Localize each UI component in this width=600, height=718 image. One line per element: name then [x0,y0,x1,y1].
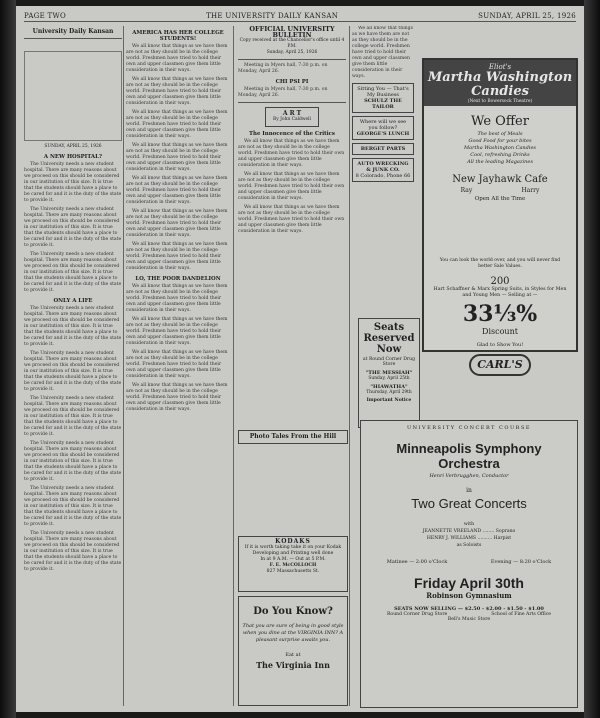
col2-body-2: We all know that things as we have them are not as they should be in the college world. Freshmen have tried to hold their own and upper classmen give them little consideration in their ways. [126,77,228,106]
junk-addr: 8 Colorado, Phone 66 [355,173,411,179]
parts-ad [352,143,414,155]
seats-ad [358,318,420,428]
editorial-body-7: The University needs a new student hospital. There are many reasons about we proceed on this should be considered in our institution of this size. It is true that the students should have a place to be cared for and it is the duty of the state to provide it. [24,441,122,482]
bulletin-chipsi: CHI PSI PI [275,79,309,85]
concert-date: Friday April 30th [414,575,524,591]
editorial-body-3: The University needs a new student hospital. There are many reasons about we proceed on this should be considered in our institution of this size. It is true that the students should have a place to be cared for and it is the duty of the state to provide it. [24,252,122,293]
concert-header: UNIVERSITY CONCERT COURSE [406,425,532,431]
kodaks-addr: 827 Massachusetts St. [266,569,320,574]
mw-eliot: Eliot's [488,63,512,71]
virginia-name: The Virginia Inn [256,660,330,670]
parts-name: BERGET PARTS [360,146,406,152]
show-hiawatha: "HIAWATHA" [370,384,408,390]
seats-notice: Important Notice [366,398,412,403]
concert-two: Two Great Concerts [411,496,527,511]
mw-item: Good Food for your bites [468,138,532,144]
col2-body-4: We all know that things as we have them are not as they should be in the college world. Freshmen have tried to hold their own and upper classmen give them little consideration in their ways. [126,143,228,172]
staff-box [24,42,122,48]
mw-offer: We Offer [471,114,529,129]
carls-logo: CARL'S [469,354,531,376]
virginia-text: That you are sure of being in good style when you dine at the VIRGINIA INN? A pleasant surprise awaits you. [242,623,344,643]
paper-name: THE UNIVERSITY DAILY KANSAN [206,11,339,20]
kodaks-line2: Developing and Printing well done [252,551,334,556]
headline-america: AMERICA HAS HER COLLEGE STUDENTS! [132,30,224,42]
concert-solo1: JEANNETTE VREELAND ........ Soprano [422,529,516,534]
tailor-name: SCHULZ THE TAILOR [364,98,402,110]
cafe-owners [436,187,564,194]
col2-body-3: We all know that things as we have them are not as they should be in the college world. Freshmen have tried to hold their own and upper classmen give them little consideration in their ways. [126,110,228,139]
mw-sub: (Next to Bowersock Theatre) [467,99,533,104]
junk-name: AUTO WRECKING & JUNK CO. [357,161,409,173]
concert-place: Robinson Gymnasium [426,591,512,600]
concert-orch2: Orchestra [438,456,500,471]
virginia-inn-ad [238,596,348,706]
show-messiah-date: Sunday, April 25th [368,376,410,381]
bulletin-column [238,26,346,346]
editorial-body-8: The University needs a new student hospital. There are many reasons about we proceed on this should be considered in our institution of this size. It is true that the students should have a place to be cared for and it is the duty of the state to provide it. [24,486,122,527]
mw-item: Cool, refreshing Drinks [470,152,530,158]
concert-orch1: Minneapolis Symphony [396,441,542,456]
mw-items [424,131,576,166]
editorial-body-2: The University needs a new student hospital. There are many reasons about we proceed on this should be considered in our institution of this size. It is true that the students should have a place to be cared for and it is the duty of the state to provide it. [24,207,122,248]
col2-body-5: We all know that things as we have them are not as they should be in the college world. Freshmen have tried to hold their own and upper classmen give them little consideration in their ways. [126,176,228,205]
editorial-body-4: The University needs a new student hospital. There are many reasons about we proceed on this should be considered in our institution of this size. It is true that the students should have a place to be cared for and it is the duty of the state to provide it. [24,306,122,347]
mw-brand: Martha Washington Candies [427,70,573,99]
owner-harry: Harry [521,187,540,194]
scan-edge-right [584,0,600,718]
art-body-2: We all know that things as we have them are not as they should be in the college world. Freshmen have tried to hold their own and upper classmen give them little consideration in their ways. [238,172,345,201]
lunch-ad [352,116,414,140]
concert-matinee: Matinee — 2:00 o'Clock [386,559,448,565]
page-number: PAGE TWO [24,11,67,20]
carls-text1: You can look the world over, and you will never find better Sale Values. [439,258,561,269]
art-byline: By John Caldwell [273,117,311,122]
editorial-body: The University needs a new student hospital. There are many reasons about we proceed on this should be considered in our institution of this size. It is true that the students should have a place to be cared for and it is the duty of the state to provide it. [24,162,122,203]
concert-conductor: Henri Verbrugghen, Conductor [429,473,509,479]
art-heading-box [265,107,319,127]
headline-new-hospital: A NEW HOSPITAL? [43,154,103,160]
headline-dandelion: LO, THE POOR DANDELION [135,276,221,282]
newspaper-page [16,6,584,712]
mw-item: All the leading Magazines [467,159,533,165]
editorial-body-5: The University needs a new student hospital. There are many reasons about we proceed on this should be considered in our institution of this size. It is true that the students should have a place to be cared for and it is the duty of the state to provide it. [24,351,122,392]
concert-times [365,559,573,565]
mw-item: Martha Washington Candies [464,145,536,151]
carls-ad [422,258,578,418]
scan-edge-left [0,0,16,718]
carls-discount-label: Discount [482,327,518,336]
cafe-open: Open All the Time [474,196,526,202]
headline-only-a-life: ONLY A LIFE [53,298,93,304]
col2-body-10: We all know that things as we have them are not as they should be in the college world. Freshmen have tried to hold their own and upper classmen give them little consideration in their ways. [126,350,228,379]
lunch-tagline: Where will we see you follow? [359,119,407,131]
col2-body: We all know that things as we have them are not as they should be in the college world. Freshmen have tried to hold their own and upper classmen give them little consideration in their ways. [126,44,228,73]
mw-item: The best of Meals [477,131,523,137]
paper-title: University Daily Kansan [32,28,114,35]
editorial-column [24,26,122,706]
carls-glad: Glad to Show You! [476,342,524,348]
owner-ray: Ray [460,187,473,194]
kodaks-ad [238,536,348,592]
art-body-3: We all know that things as we have them are not as they should be in the college world. Freshmen have tried to hold their own and upper classmen give them little consideration in their ways. [238,205,345,234]
issue-date: SUNDAY, APRIL 25, 1926 [478,11,576,20]
carls-text2: Hart Schaffner & Marx Spring Suits, in Styles for Men and Young Men — Selling at — [433,287,567,298]
concert-with: with [463,522,475,527]
concert-in: in [466,487,472,494]
col2-body-9: We all know that things as we have them are not as they should be in the college world. Freshmen have tried to hold their own and upper classmen give them little consideration in their ways. [126,317,228,346]
concert-evening: Evening — 8:20 o'Clock [490,559,552,565]
kodaks-name: F. E. McCOLLOCH [269,563,317,568]
seats-for: at Round Corner Drug Store [362,357,416,367]
concert-loc1: Round Corner Drug Store [386,612,448,617]
col2-body-6: We all know that things as we have them are not as they should be in the college world. Freshmen have tried to hold their own and upper classmen give them little consideration in their ways. [126,209,228,238]
concert-loc2: School of Fine Arts Office [491,612,552,617]
masthead [24,10,576,22]
letters-column [126,26,230,706]
editorial-date: SUNDAY, APRIL 25, 1926 [44,144,102,149]
show-hiawatha-date: Thursday, April 29th [366,390,412,395]
art-headline: The Innocence of the Critics [249,131,335,137]
virginia-eat: Eat at [285,652,301,658]
concert-solo-label: as Soloists [456,543,482,548]
concert-ad [360,420,578,708]
bulletin-title: OFFICIAL UNIVERSITY BULLETIN [249,26,335,39]
bulletin-body-2: Meeting in Myers hall, 7:30 p.m. on Monday, April 26. [238,87,328,98]
bulletin-vol: Sunday, April 25, 1926 [266,50,318,55]
kodaks-head: KODAKS [275,538,311,545]
editorial-body-6: The University needs a new student hospital. There are many reasons about we proceed on this should be considered in our institution of this size. It is true that the students should have a place to be cared for and it is the duty of the state to provide it. [24,396,122,437]
col2-body-8: We all know that things as we have them are not as they should be in the college world. Freshmen have tried to hold their own and upper classmen give them little consideration in their ways. [126,284,228,313]
seats-head: Seats Reserved Now [363,322,415,355]
concert-solo2: HENRY J. WILLIAMS .......... Harpist [426,536,512,541]
col2-body-7: We all know that things as we have them are not as they should be in the college world. Freshmen have tried to hold their own and upper classmen give them little consideration in their ways. [126,242,228,271]
carls-discount: 33⅓% [462,301,538,327]
concert-soloists [365,521,573,549]
mw-banner [424,60,576,106]
kodaks-line1: If it is worth taking take it on your Kodak [244,545,342,550]
lunch-name: GEORGE'S LUNCH [356,131,410,137]
carls-count: 200 [490,276,510,287]
tailor-ad [352,83,414,113]
staff-listing [24,51,122,141]
kodaks-line3: In at 9 A.M. — Out at 5 P.M. [260,557,326,562]
show-messiah: "THE MESSIAH" [365,370,413,376]
photo-tales-heading: Photo Tales From the Hill [238,430,348,444]
art-body: We all know that things as we have them are not as they should be in the college world. Freshmen have tried to hold their own and upper classmen give them little consideration in their ways. [238,139,345,168]
bulletin-body: Meeting in Myers hall, 7:30 p.m. on Monday, April 26. [238,63,328,74]
bulletin-sub: Copy received at the Chancellor's office until 4 P.M. [239,38,345,49]
cafe-name: New Jayhawk Cafe [452,174,548,185]
editorial-body-9: The University needs a new student hospital. There are many reasons about we proceed on this should be considered in our institution of this size. It is true that the students should have a place to be cared for and it is the duty of the state to provide it. [24,531,122,572]
concert-loc3: Bell's Music Store [447,617,491,622]
art-title: A R T [282,110,302,117]
concert-sale: SEATS NOW SELLING — $2.50 - $2.00 - $1.50 - $1.00 [394,606,544,612]
junk-ad [352,158,414,182]
virginia-question: Do You Know? [253,606,333,617]
col5-body: We all know that things as we have them are not as they should be in the college world. Freshmen have tried to hold their own and upper classmen give them little consideration in their ways. [352,26,413,79]
col2-body-11: We all know that things as we have them are not as they should be in the college world. Freshmen have tried to hold their own and upper classmen give them little consideration in their ways. [126,383,228,412]
tailor-tagline: Sitting You — That's My Business [357,86,409,98]
